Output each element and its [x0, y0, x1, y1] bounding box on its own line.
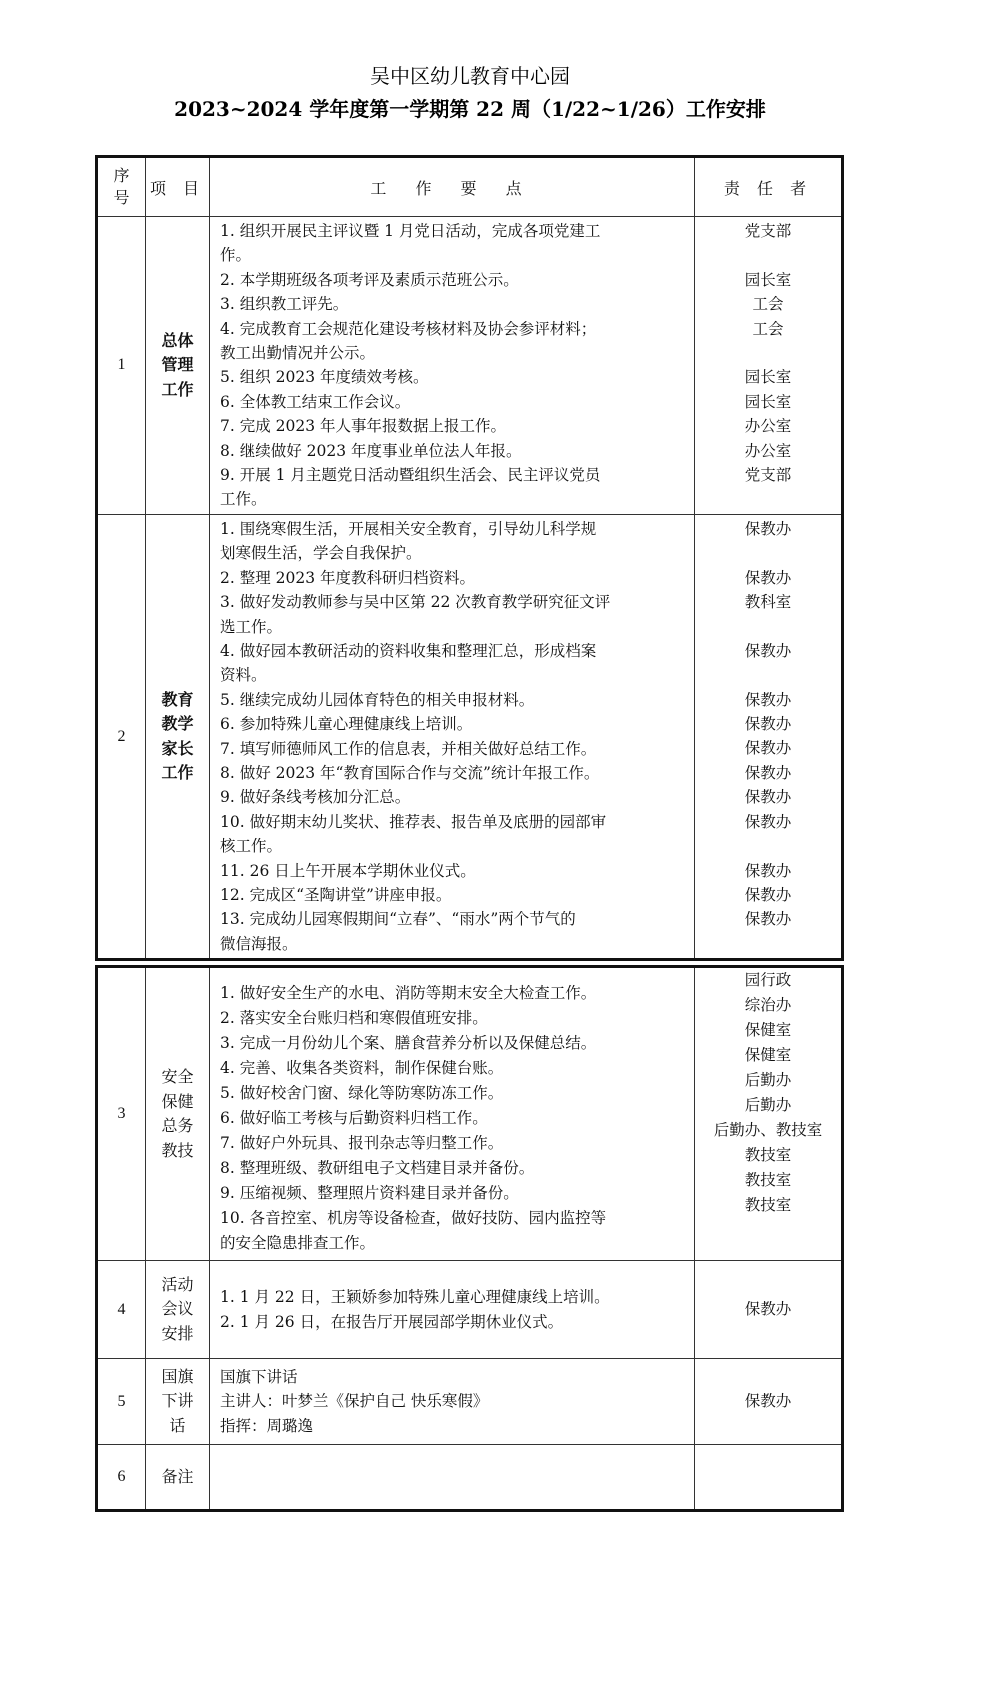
row-points: [210, 967, 695, 1261]
point: 9. 做好条线考核加分汇总。: [220, 788, 411, 807]
point: 1. 1 月 22 日，王颖娇参加特殊儿童心理健康线上培训。: [220, 1288, 610, 1307]
owner: 教技室: [744, 1171, 792, 1189]
table-row: [97, 217, 843, 515]
owner: 保健室: [744, 1046, 792, 1064]
point: 指挥：周璐逸: [220, 1416, 314, 1435]
point-cont: 教工出勤情况并公示。: [220, 344, 376, 363]
point-cont: 划寒假生活，学会自我保护。: [220, 544, 422, 563]
header-item: 项 目: [146, 157, 210, 217]
row-points: [210, 1261, 695, 1359]
owner: 保教办: [744, 812, 792, 831]
owner: 保教办: [744, 885, 792, 904]
point: 8. 继续做好 2023 年度事业单位法人年报。: [220, 441, 522, 460]
point: 6. 参加特殊儿童心理健康线上培训。: [220, 715, 473, 734]
point: 4. 完善、收集各类资料，制作保健台账。: [220, 1058, 504, 1077]
owner: 保教办: [744, 1392, 792, 1411]
point: 10. 各音控室、机房等设备检查，做好技防、园内监控等: [220, 1208, 607, 1227]
point: 2. 落实安全台账归档和寒假值班安排。: [220, 1008, 488, 1027]
owner: 办公室: [744, 417, 792, 436]
document-subtitle: 2023~2024 学年度第一学期第 22 周（1/22~1/26）工作安排: [174, 97, 766, 121]
table-row: [97, 1445, 843, 1511]
row-index: 4: [97, 1261, 146, 1359]
point-cont: 核工作。: [220, 837, 283, 856]
row-owner-empty: [695, 1445, 843, 1511]
table-row: [97, 967, 843, 1261]
owner: 党支部: [744, 222, 792, 240]
point: 12. 完成区“圣陶讲堂”讲座申报。: [220, 885, 452, 904]
owner: 综治办: [744, 996, 792, 1014]
row-item: 备注: [146, 1445, 210, 1511]
point-cont: 资料。: [220, 666, 267, 685]
owner: 保教办: [744, 861, 792, 880]
table-header-row: [97, 157, 843, 217]
point: 8. 整理班级、教研组电子文档建目录并备份。: [220, 1158, 535, 1177]
row-owner: [695, 1359, 843, 1445]
owner: 工会: [752, 295, 784, 314]
owner: 教技室: [744, 1146, 792, 1164]
owner: 园长室: [744, 368, 792, 387]
point: 7. 填写师德师风工作的信息表，并相关做好总结工作。: [220, 739, 597, 758]
owner: 保教办: [744, 1300, 792, 1319]
schedule-table-part-1: [95, 155, 844, 961]
row-item: 安全保健总务教技: [146, 967, 210, 1261]
owner: 保教办: [744, 568, 792, 587]
row-index: 2: [97, 514, 146, 959]
owner: 园长室: [744, 270, 792, 289]
point: 2. 整理 2023 年度教科研归档资料。: [220, 568, 476, 587]
point: 国旗下讲话: [220, 1367, 298, 1386]
point: 10. 做好期末幼儿奖状、推荐表、报告单及底册的园部审: [220, 812, 607, 831]
point: 4. 做好园本教研活动的资料收集和整理汇总，形成档案: [220, 641, 597, 660]
owner: 后勤办、教技室: [713, 1121, 823, 1139]
owner: 保教办: [744, 690, 792, 709]
point-cont: 微信海报。: [220, 934, 298, 953]
point-cont: 的安全隐患排查工作。: [220, 1233, 376, 1252]
row-points: [210, 1359, 695, 1445]
row-item: 教育教学家长工作: [146, 514, 210, 959]
point: 9. 开展 1 月主题党日活动暨组织生活会、民主评议党员: [220, 466, 601, 485]
owner: 办公室: [744, 441, 792, 460]
owner: 保教办: [744, 519, 792, 538]
point: 5. 做好校舍门窗、绿化等防寒防冻工作。: [220, 1083, 504, 1102]
table-row: [97, 514, 843, 959]
owner: 保教办: [744, 641, 792, 660]
schedule-table-part-2: [95, 965, 844, 1512]
row-owners: [695, 514, 843, 959]
header-owner: 责 任 者: [695, 157, 843, 217]
row-item: 活动会议安排: [146, 1261, 210, 1359]
row-item: 国旗下讲话: [146, 1359, 210, 1445]
point: 6. 做好临工考核与后勤资料归档工作。: [220, 1108, 488, 1127]
row-points-empty: [210, 1445, 695, 1511]
owner: 园长室: [744, 392, 792, 411]
row-item: 总体管理工作: [146, 217, 210, 515]
point-cont: 选工作。: [220, 617, 283, 636]
row-owner: [695, 1261, 843, 1359]
point: 1. 围绕寒假生活，开展相关安全教育，引导幼儿科学规: [220, 519, 597, 538]
point-cont: 工作。: [220, 490, 267, 509]
row-index: 1: [97, 217, 146, 515]
point: 3. 组织教工评先。: [220, 295, 349, 314]
point: 4. 完成教育工会规范化建设考核材料及协会参评材料；: [220, 319, 597, 338]
owner: 保教办: [744, 788, 792, 807]
owner: 党支部: [744, 466, 792, 485]
point: 1. 做好安全生产的水电、消防等期末安全大检查工作。: [220, 983, 597, 1002]
row-owners: [695, 217, 843, 515]
point: 8. 做好 2023 年“教育国际合作与交流”统计年报工作。: [220, 763, 600, 782]
row-index: 6: [97, 1445, 146, 1511]
point: 7. 完成 2023 年人事年报数据上报工作。: [220, 417, 507, 436]
owner: 教技室: [744, 1196, 792, 1214]
owner: 工会: [752, 319, 784, 338]
point: 9. 压缩视频、整理照片资料建目录并备份。: [220, 1183, 519, 1202]
owner: 保教办: [744, 715, 792, 734]
owner: 教科室: [744, 593, 792, 612]
document-title: 吴中区幼儿教育中心园: [370, 64, 570, 88]
point: 2. 1 月 26 日，在报告厅开展园部学期休业仪式。: [220, 1312, 564, 1331]
row-index: 3: [97, 967, 146, 1261]
header-index: 序号: [97, 157, 146, 217]
point: 3. 做好发动教师参与吴中区第 22 次教育教学研究征文评: [220, 593, 611, 612]
point: 5. 组织 2023 年度绩效考核。: [220, 368, 429, 387]
point: 1. 组织开展民主评议暨 1 月党日活动，完成各项党建工: [220, 222, 601, 240]
owner: 保教办: [744, 739, 792, 758]
point: 5. 继续完成幼儿园体育特色的相关申报材料。: [220, 690, 535, 709]
owner: 保教办: [744, 763, 792, 782]
owner: 保教办: [744, 910, 792, 929]
row-points: [210, 514, 695, 959]
point: 13. 完成幼儿园寒假期间“立春”、“雨水”两个节气的: [220, 910, 576, 929]
owner: 后勤办: [744, 1096, 792, 1114]
table-row: [97, 1261, 843, 1359]
row-owners: [695, 967, 843, 1261]
owner: 后勤办: [744, 1071, 792, 1089]
header-main-points: 工 作 要 点: [210, 157, 695, 217]
row-index: 5: [97, 1359, 146, 1445]
point-cont: 作。: [220, 246, 252, 265]
owner: 保健室: [744, 1021, 792, 1039]
point: 2. 本学期班级各项考评及素质示范班公示。: [220, 270, 519, 289]
row-points: [210, 217, 695, 515]
point: 主讲人：叶梦兰《保护自己 快乐寒假》: [220, 1392, 489, 1411]
table-row: [97, 1359, 843, 1445]
point: 6. 全体教工结束工作会议。: [220, 392, 411, 411]
owner: 园行政: [744, 971, 792, 989]
point: 11. 26 日上午开展本学期休业仪式。: [220, 861, 476, 880]
point: 3. 完成一月份幼儿个案、膳食营养分析以及保健总结。: [220, 1033, 597, 1052]
point: 7. 做好户外玩具、报刊杂志等归整工作。: [220, 1133, 504, 1152]
